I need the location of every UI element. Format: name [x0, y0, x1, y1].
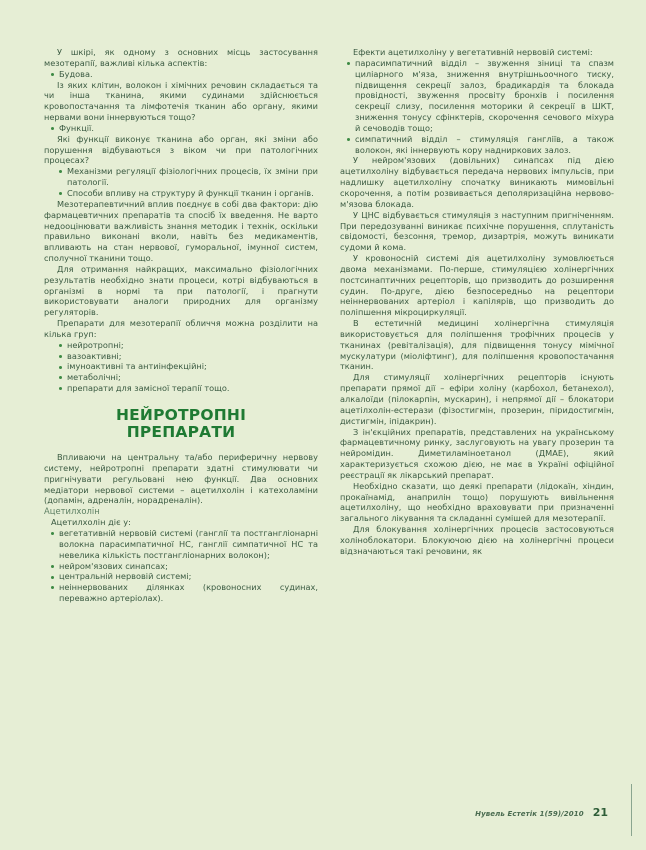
page-footer: [475, 806, 608, 819]
section-heading-line-2: ПРЕПАРАТИ: [126, 423, 236, 441]
section-heading-line-1: НЕЙРОТРОПНІ: [115, 406, 247, 424]
list-item: Будова.: [44, 69, 318, 80]
list-item: симпатичний відділ – стимуляція гангліїв, а також волокон, які іннервують кору надниркових залоз.: [340, 134, 614, 156]
list-item: парасимпатичний відділ – звуження зіниці та спазм циліарного м'яза, зниження внутрішньоочного тиску, підвищення секреції залоз, брадикардія та блокада провідності, звуження просвіту бронхів і посилення секреції слизу, посилення моторики й секреції в ШКТ, зниження тонусу сфінктерів, скорочення сечового міхура й сечоводів тощо;: [340, 58, 614, 134]
two-column-body: [44, 47, 614, 790]
bullet-list-regulation: [44, 166, 318, 199]
list-item: центральній нервовій системі;: [44, 571, 318, 582]
paragraph: У кровоносній системі дія ацетилхоліну зумовлюється двома механізмами. По-перше, стимуляцією холінергічних постсинаптичних рецепторів, що призводить до розширення судин. По-друге, дією безпосередньо на рецептори неіннервованих артеріол і капілярів, що призводить до поліпшення мікроциркуляції.: [340, 253, 614, 318]
paragraph: Препарати для мезотерапії обличчя можна розділити на кілька груп:: [44, 318, 318, 339]
list-item: Механізми регуляції фізіологічних процесів, їх зміни при патології.: [44, 166, 318, 188]
page-edge-rule: [631, 784, 632, 836]
list-item: неіннервованих ділянках (кровоносних судинах, переважно артеріолах).: [44, 582, 318, 604]
list-item: Функції.: [44, 123, 318, 134]
paragraph: З ін'єкційних препаратів, представлених на українському фармацевтичному ринку, заслуговують на увагу прозерин та нейромідин. Диметиламіноетанол (ДМАЕ), який характеризується схожою дією, не має в Україні офіційної реєстрації як лікарський препарат.: [340, 426, 614, 480]
bullet-list-drug-groups: [44, 340, 318, 394]
bullet-list-acetylcholine-sites: [44, 528, 318, 604]
paragraph: Із яких клітин, волокон і хімічних речовин складається та чи інша тканина, якими судинами здійснюється кровопостачання та лімфотечія тканин або органу, якими нервами вони іннервуються тощо?: [44, 79, 318, 123]
paragraph: Для стимуляції холінергічних рецепторів існують препарати прямої дії – ефіри холіну (карбохол, бетанехол), алкалоїди (пілокарпін, мускарин), і непрямої дії – блокатори ацетілхолін-естерази (фізостигмін, прозерин, піридостигмін, дистигмін, іпідакрин).: [340, 372, 614, 426]
list-item: нейром'язових синапсах;: [44, 561, 318, 572]
paragraph: Ефекти ацетилхоліну у вегетативній нервовій системі:: [353, 47, 593, 57]
bullet-list-functions: [44, 123, 318, 134]
page-number: 21: [592, 806, 608, 819]
list-item: нейротропні;: [44, 340, 318, 351]
paragraph: У ЦНС відбувається стимуляція з наступним пригніченням. При передозуванні виникає психічне порушення, сплутаність свідомості, безсоння, тремор, дизартрія, можуть виникати судоми й кома.: [340, 209, 614, 253]
left-column: [44, 47, 318, 790]
subheading-acetylcholine: Ацетилхолін: [44, 506, 100, 517]
paragraph: У нейром'язових (довільних) синапсах під дією ацетилхоліну відбувається передача нервових імпульсів, при надлишку ацетилхоліну спочатку виникають мимовільні скорочення, а потім розвивається деполяризаційна нервово-м'язова блокада.: [340, 155, 614, 209]
list-item: імуноактивні та антиінфекційні;: [44, 361, 318, 372]
paragraph: Які функції виконує тканина або орган, які зміни або порушення відбуваються з віком чи при патологічних процесах?: [44, 133, 318, 166]
paragraph: Необхідно сказати, що деякі препарати (лідокаїн, хіндин, прокаїнамід, анаприлін тощо) порушують вивільнення ацетилхоліну, що необхідно враховувати при призначенні загального лікування та складанні сумішей для мезотерапії.: [340, 480, 614, 524]
bullet-list-structure: [44, 69, 318, 80]
list-item: метаболічні;: [44, 372, 318, 383]
paragraph: Для отримання найкращих, максимально фізіологічних результатів необхідно знати процеси, котрі відбуваються в організмі в нормі та при патології, і прагнути використовувати аналоги природних для організму регуляторів.: [44, 263, 318, 318]
paragraph: Для блокування холінергічних процесів застосовуються холіноблокатори. Блокуючою дією на холінергічні процеси відзначаються такі речовини, як: [340, 524, 614, 556]
bullet-list-autonomic-effects: [340, 58, 614, 156]
paragraph: Ацетилхолін діє у:: [51, 517, 131, 528]
list-item: препарати для замісної терапії тощо.: [44, 383, 318, 394]
paragraph: В естетичній медицині холінергічна стимуляція використовується для поліпшення трофічних процесів у тканинах (ревіталізація), для підвищення тонусу мімічної мускулатури (міоліфтинг), для поліпшення кровопостачання тканин.: [340, 318, 614, 372]
journal-issue-label: Нувель Естетік 1(59)/2010: [475, 810, 584, 818]
list-item: вегетативній нервовій системі (ганглії та постгангліонарні волокна парасимпатичної НС, ганглії симпатичної НС та невелика кількість постгангліонарних волокон);: [44, 528, 318, 561]
paragraph: Впливаючи на центральну та/або периферичну нервову систему, нейротропні препарати здатні стимулювати чи пригнічувати регульовані нею функції. Два основних медіатори нервової системи – ацетилхолін і катехоламіни (допамін, адреналін, норадреналін).: [44, 452, 318, 506]
paragraph: Мезотерапевтичний вплив поєднує в собі два фактори: дію фармацевтичних препаратів та спосіб їх введення. Не варто недооцінювати важливість знання методик і технік, оскільки правильно виконані вколи, навіть без медикаментів, впливають на стан нервової, гуморальної, імунної систем, сполучної тканини тощо.: [44, 198, 318, 264]
list-item: вазоактивні;: [44, 351, 318, 362]
list-item: Способи впливу на структуру й функції тканин і органів.: [44, 188, 318, 199]
paragraph: У шкірі, як одному з основних місць застосування мезотерапії, важливі кілька аспектів:: [44, 47, 318, 68]
section-heading: [44, 407, 318, 441]
right-column: [340, 47, 614, 790]
